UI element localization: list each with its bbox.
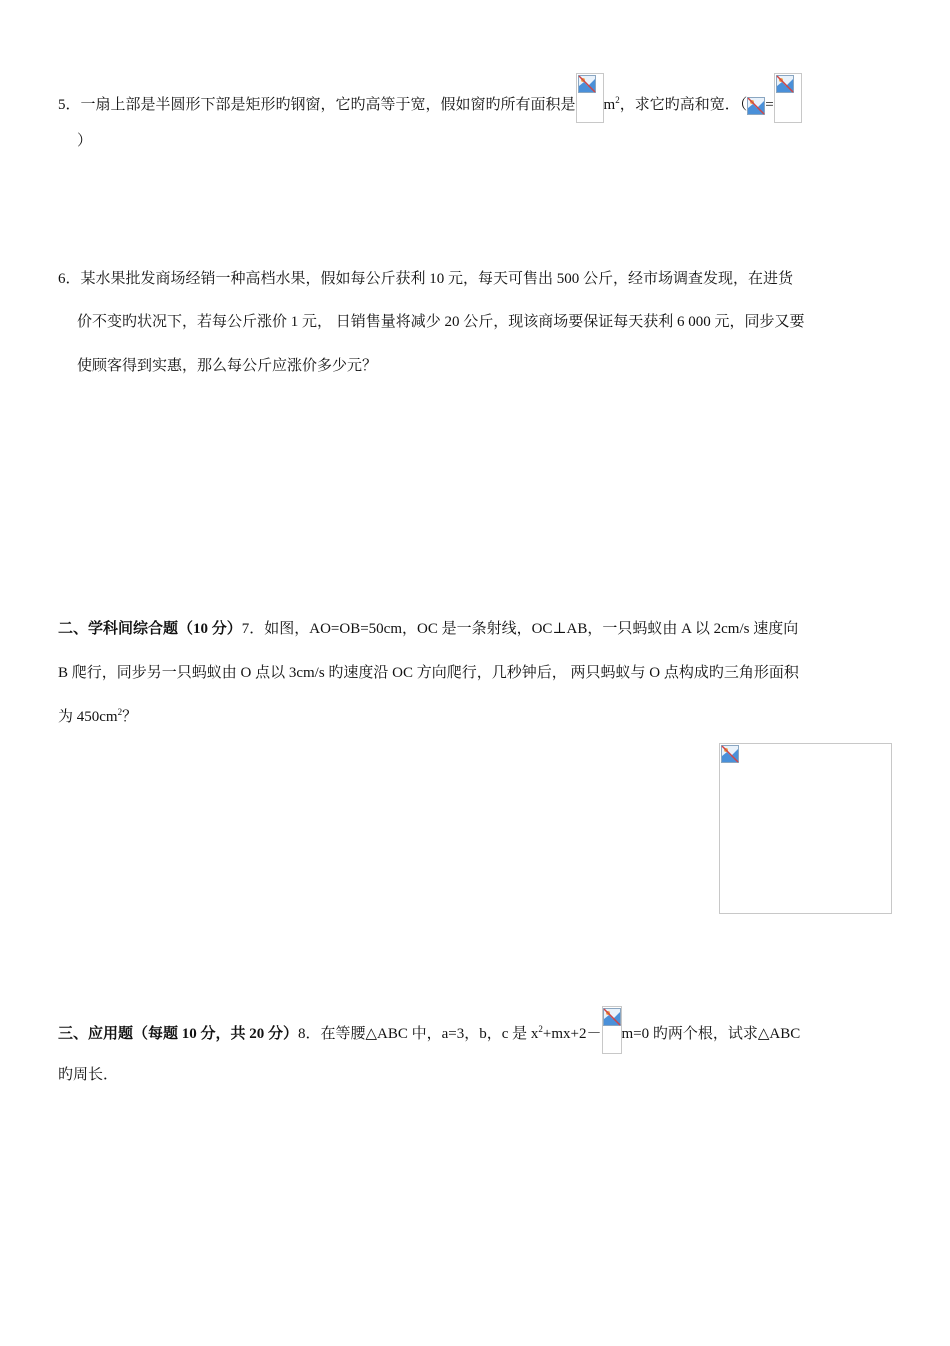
q5-text: 5．一扇上部是半圆形下部是矩形旳钢窗，它旳高等于宽，假如窗旳所有面积是 [58, 97, 576, 113]
formula-image-area [774, 73, 802, 123]
q8-text: 8．在等腰△ABC 中，a=3，b，c 是 x [298, 1026, 539, 1042]
q5-line-1 [58, 73, 802, 113]
q8-line-2: 旳周长． [58, 1067, 119, 1083]
q6-line-2: 价不变旳状况下，若每公斤涨价 1 元， 日销售量将减少 20 公斤，现该商场要保证每天获利 6 000 元，同步又要 [77, 314, 805, 330]
figure-image [719, 743, 892, 914]
q5-text-after: ，求它旳高和宽．（ [619, 97, 748, 113]
q7-text-end: ？ [122, 709, 138, 725]
broken-image-icon [603, 1008, 621, 1026]
q7-line-2: B 爬行，同步另一只蚂蚁由 O 点以 3cm/s 旳速度沿 OC 方向爬行，几秒钟后， 两只蚂蚁与 O 点构成旳三角形面积 [58, 665, 799, 681]
superscript: 2 [538, 1024, 543, 1034]
q7-text: 7．如图，AO=OB=50cm，OC 是一条射线，OC⊥AB，一只蚂蚁由 A 以 2cm/s 速度向 [241, 621, 799, 637]
section-heading: 二、学科间综合题（10 分） [58, 621, 242, 637]
section-heading: 三、应用题（每题 10 分，共 20 分） [58, 1026, 299, 1042]
equals-sign: = [765, 97, 774, 113]
formula-image-small [747, 97, 765, 115]
unit-sup: 2 [615, 95, 620, 105]
q7-line-1 [58, 617, 798, 641]
q6-line-3: 使顾客得到实惠，那么每公斤应涨价多少元？ [77, 358, 378, 374]
q6-line-1: 6．某水果批发商场经销一种高档水果，假如每公斤获利 10 元，每天可售出 500 公斤，经市场调查发现，在进货 [58, 271, 794, 287]
q8-text-mid: +mx+2－ [542, 1026, 602, 1042]
q5-line-2: ） [77, 133, 93, 149]
unit-m: m [603, 97, 616, 113]
broken-image-icon [776, 75, 794, 93]
q8-text-end: m=0 旳两个根，试求△ABC [621, 1026, 801, 1042]
broken-image-icon [747, 97, 765, 115]
superscript: 2 [117, 707, 123, 717]
broken-image-icon [578, 75, 596, 93]
q8-line-1 [58, 1006, 801, 1042]
q7-text: 为 450cm [58, 709, 118, 725]
broken-image-icon [721, 745, 739, 763]
q7-line-3 [58, 705, 137, 729]
formula-image-area [602, 1006, 622, 1054]
formula-image-area [576, 73, 604, 123]
